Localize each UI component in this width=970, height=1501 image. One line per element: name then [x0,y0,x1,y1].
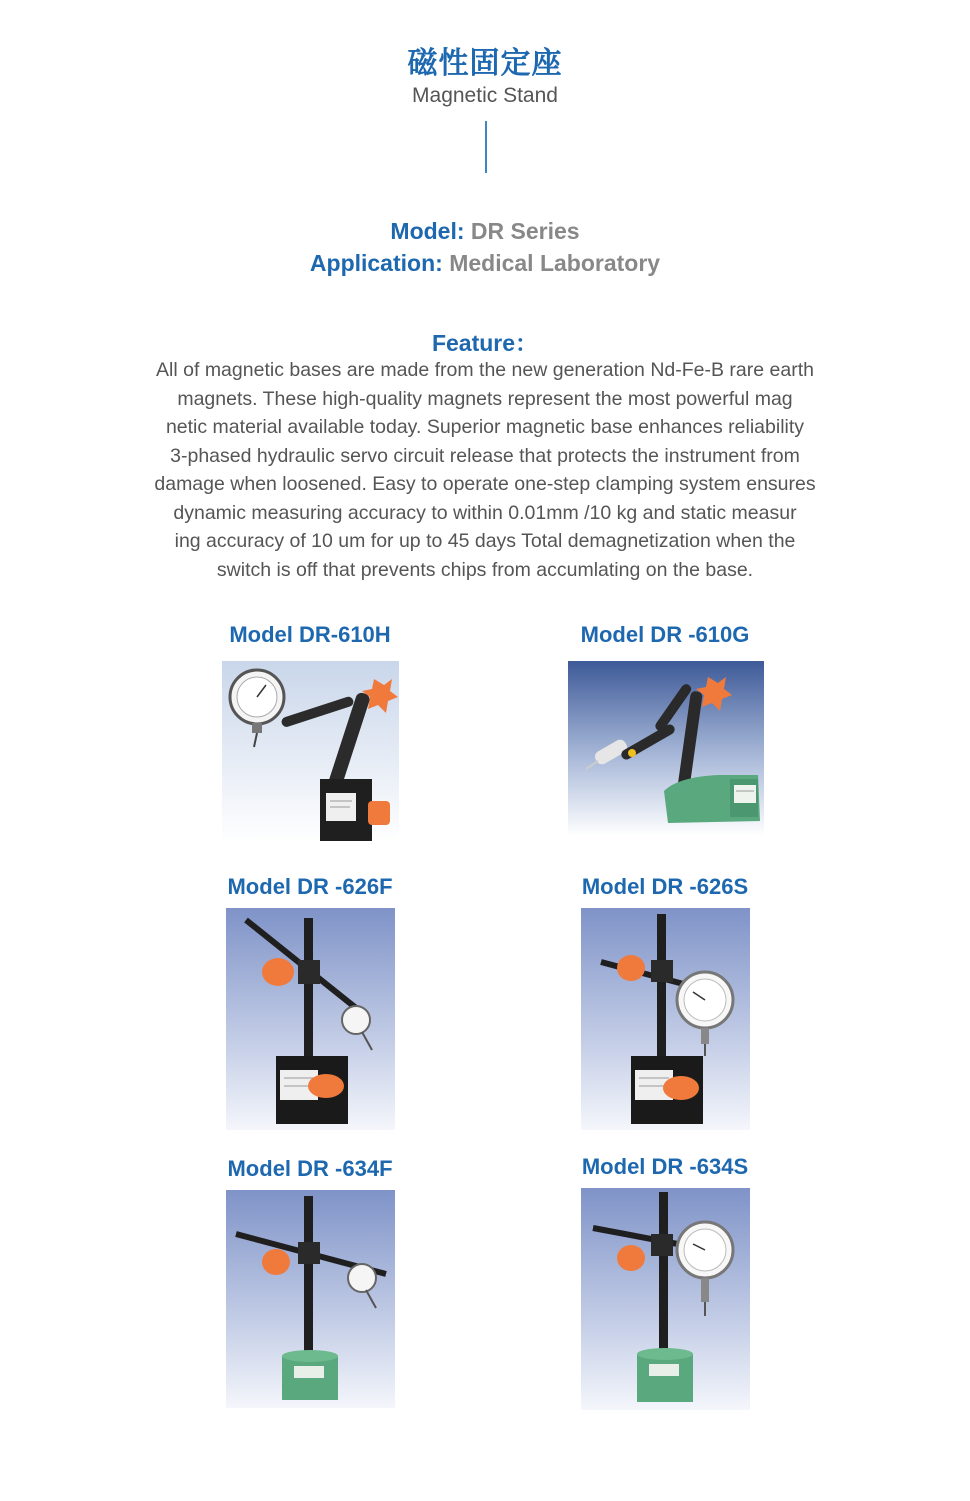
product-photo-dr-634f [226,1190,395,1408]
product-photo-dr-610g [568,661,764,836]
product-photo-dr-634s [581,1188,750,1410]
vertical-divider [485,121,487,173]
product-label-dr-634f: Model DR -634F [227,1156,393,1181]
feature-line: 3-phased hydraulic servo circuit release that protects the instrument from [170,444,800,467]
feature-line: dynamic measuring accuracy to within 0.01mm /10 kg and static measur [173,501,797,524]
product-label-dr-626f: Model DR -626F [227,874,393,899]
model-spec-line [0,218,970,245]
feature-line: switch is off that prevents chips from accumlating on the base. [216,558,754,581]
product-photo-dr-610h [222,661,399,843]
application-spec-line [0,250,970,277]
feature-line: magnets. These high-quality magnets represent the most powerful mag [177,387,793,410]
model-spec-value: DR Series [470,218,580,244]
product-label-dr-610h: Model DR-610H [229,622,391,647]
product-photo-dr-626s [581,908,750,1130]
feature-description [115,356,855,584]
page-title-chinese: 磁性固定座 [407,46,563,81]
feature-line: damage when loosened. Easy to operate one-step clamping system ensures [154,473,816,495]
product-photo-dr-626f [226,908,395,1130]
page-title-english: Magnetic Stand [412,84,558,107]
application-spec-label: Application: [309,250,443,276]
product-label-dr-634s: Model DR -634S [581,1154,749,1179]
feature-line: All of magnetic bases are made from the new generation Nd-Fe-B rare earth [156,359,814,381]
feature-line: netic material available today. Superior magnetic base enhances reliability [165,416,805,438]
feature-line: ing accuracy of 10 um for up to 45 days Total demagnetization when the [174,530,796,552]
model-spec-label: Model: [390,218,465,244]
feature-heading: Feature： [431,330,539,356]
application-spec-value: Medical Laboratory [449,250,661,276]
product-label-dr-610g: Model DR -610G [580,622,750,647]
product-label-dr-626s: Model DR -626S [581,874,749,899]
